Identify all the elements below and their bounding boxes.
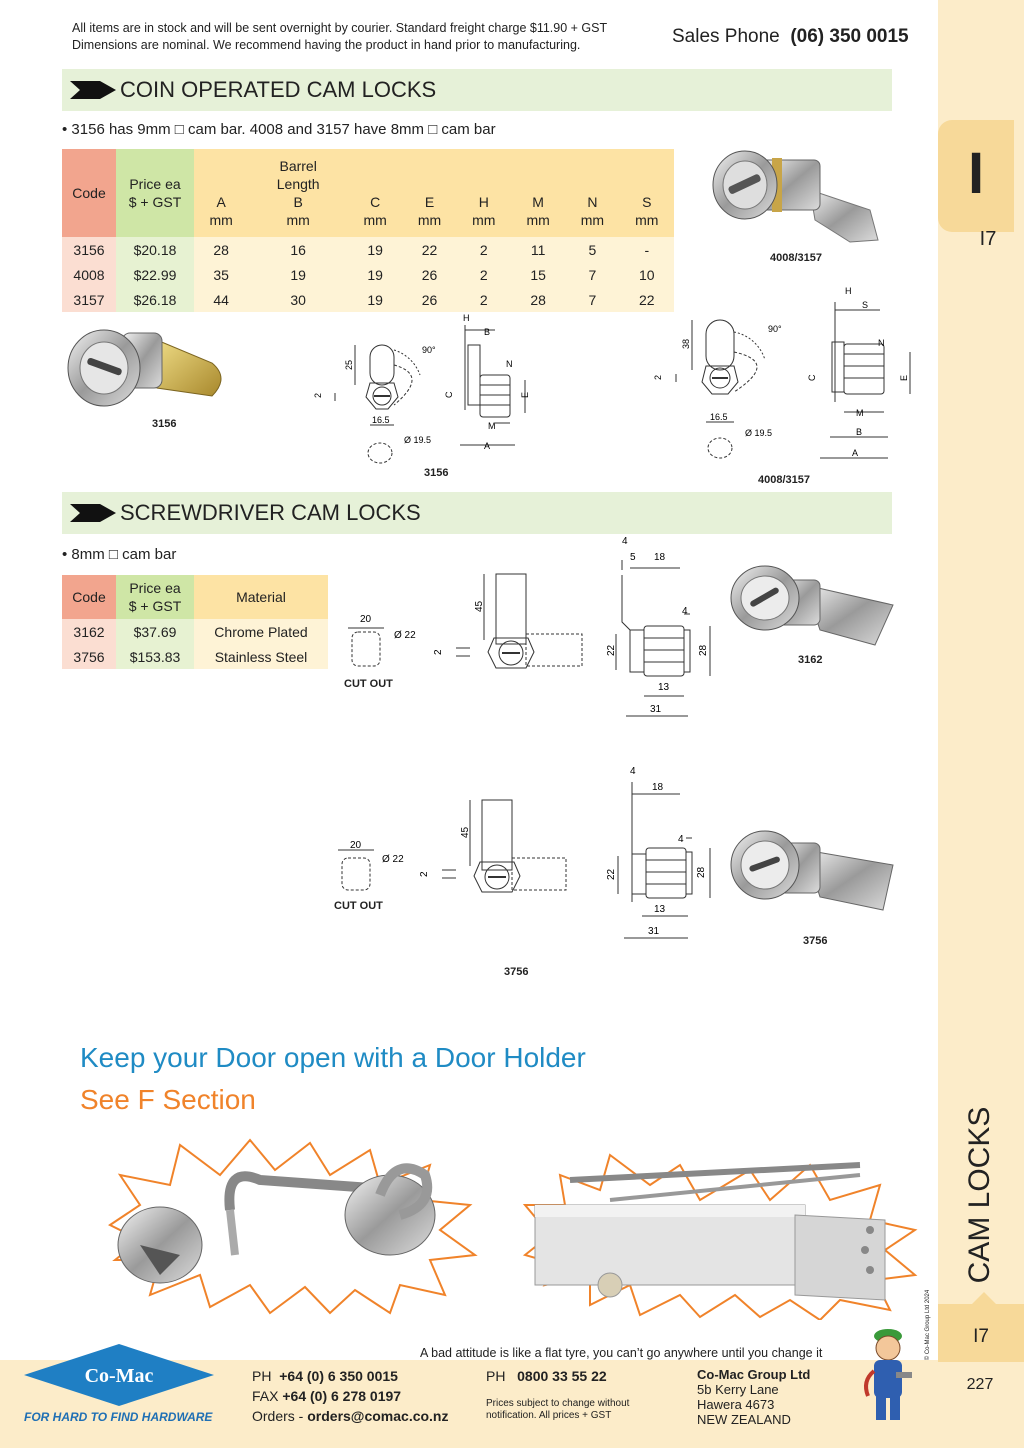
label-38: 38 [681, 338, 691, 349]
label-c: C [807, 374, 817, 381]
screw-section-title: SCREWDRIVER CAM LOCKS [120, 500, 421, 525]
label-31: 31 [650, 704, 662, 715]
sales-phone-number[interactable]: (06) 350 0015 [790, 26, 909, 47]
drawing-3162 [330, 530, 730, 720]
cell-s: 10 [620, 262, 674, 287]
cell-code: 4008 [62, 262, 116, 287]
cell-h: 2 [457, 287, 511, 312]
coin-section-note: • 3156 has 9mm □ cam bar. 4008 and 3157 have 8mm □ cam bar [62, 121, 496, 138]
cell-m: 15 [511, 262, 565, 287]
door-hook-starburst [100, 1135, 480, 1315]
label-13: 13 [658, 682, 670, 693]
sales-phone-label: Sales Phone [672, 26, 780, 47]
col-price: Price ea $ + GST [116, 575, 194, 619]
label-c: C [444, 391, 454, 398]
address-line1: 5b Kerry Lane [697, 1382, 779, 1397]
cell-a: 28 [194, 237, 248, 262]
disclaimer-line1: Prices subject to change without [486, 1398, 630, 1409]
cell-code: 3162 [62, 619, 116, 644]
table-row [62, 619, 328, 644]
disclaimer-line2: notification. All prices + GST [486, 1410, 612, 1421]
cell-h: 2 [457, 237, 511, 262]
drawing-3756 [330, 762, 730, 952]
cell-b: 16 [248, 237, 348, 262]
col-price: Price ea $ + GST [116, 149, 194, 237]
label-22: 22 [606, 644, 617, 656]
screw-section-note: • 8mm □ cam bar [62, 546, 177, 563]
label-31: 31 [648, 926, 660, 937]
label-h: H [463, 313, 470, 323]
logo-text: Co-Mac [84, 1365, 154, 1387]
comac-logo [24, 1342, 214, 1408]
cell-n: 7 [565, 262, 619, 287]
door-closer-starburst [520, 1145, 920, 1320]
page-number: 227 [966, 1376, 994, 1393]
section-tab [938, 120, 1014, 232]
col-e: E mm [402, 149, 456, 237]
table-row [62, 262, 674, 287]
label-4b: 4 [682, 606, 688, 617]
vertical-title [940, 1106, 1020, 1284]
screw-price-table [62, 575, 328, 669]
label-2: 2 [419, 871, 430, 877]
cell-c: 19 [348, 287, 402, 312]
col-code: Code [62, 575, 116, 619]
cell-c: 19 [348, 262, 402, 287]
label-2: 2 [653, 374, 663, 380]
stock-notice-line2: Dimensions are nominal. We recommend having the product in hand prior to manufacturing. [72, 38, 581, 52]
label-18: 18 [654, 552, 666, 563]
label-dia-19-5: Ø 19.5 [745, 428, 773, 438]
table-header-row [62, 575, 328, 619]
caption-cutout-3162: CUT OUT [344, 678, 393, 690]
col-n: N mm [565, 149, 619, 237]
cell-a: 44 [194, 287, 248, 312]
label-5: 5 [630, 552, 636, 563]
promo-headline: Keep your Door open with a Door Holder [80, 1042, 586, 1073]
label-16-5: 16.5 [372, 415, 390, 425]
label-a: A [852, 448, 859, 458]
label-90-deg: 90° [422, 345, 436, 355]
phone-number[interactable]: +64 (0) 6 350 0015 [279, 1368, 398, 1384]
screw-section-banner [62, 492, 892, 534]
coin-section-title: COIN OPERATED CAM LOCKS [120, 77, 437, 102]
cell-code: 3157 [62, 287, 116, 312]
label-16-5: 16.5 [710, 412, 728, 422]
col-c: C mm [348, 149, 402, 237]
label-45: 45 [474, 600, 485, 612]
cell-e: 26 [402, 262, 456, 287]
caption-cutout-3756: CUT OUT [334, 900, 383, 912]
label-m: M [488, 421, 496, 431]
stock-notice-line1: All items are in stock and will be sent overnight by courier. Standard freight charge $11.90 + GST [72, 21, 608, 35]
col-m: M mm [511, 149, 565, 237]
mascot-mechanic-icon [858, 1326, 918, 1426]
orders-email[interactable]: orders@comac.co.nz [307, 1408, 449, 1424]
copyright-text: © Co-Mac Group Ltd 2024 [925, 1289, 931, 1361]
caption-3756-drawing: 3756 [504, 966, 529, 978]
promo-see-section[interactable]: See F Section [80, 1084, 256, 1115]
label-dia-22: Ø 22 [382, 854, 404, 865]
coin-section-banner [62, 69, 892, 111]
tagline: FOR HARD TO FIND HARDWARE [24, 1410, 213, 1424]
cell-s: - [620, 237, 674, 262]
cell-h: 2 [457, 262, 511, 287]
table-row [62, 237, 674, 262]
label-h: H [845, 286, 852, 296]
label-2: 2 [433, 649, 444, 655]
col-material: Material [194, 575, 328, 619]
cell-code: 3756 [62, 644, 116, 669]
coin-price-table [62, 149, 674, 312]
label-28: 28 [696, 866, 707, 878]
cell-code: 3156 [62, 237, 116, 262]
footer-orders: Orders - orders@comac.co.nz [252, 1408, 449, 1424]
arrow-right-icon [70, 81, 116, 99]
caption-3156-photo: 3156 [152, 418, 177, 430]
label-n: N [878, 338, 885, 348]
label-18: 18 [652, 782, 664, 793]
cam-lock-3162-photo [725, 560, 905, 660]
label-b: B [484, 327, 491, 337]
caption-3756-photo: 3756 [803, 935, 828, 947]
col-h: H mm [457, 149, 511, 237]
company-name: Co-Mac Group Ltd [697, 1367, 811, 1382]
address-line2: Hawera 4673 [697, 1397, 775, 1412]
vertical-title-text: CAM LOCKS [963, 1106, 996, 1284]
bottom-tab-code: I7 [973, 1326, 989, 1347]
cell-n: 5 [565, 237, 619, 262]
section-code: I7 [979, 228, 997, 250]
cell-material: Stainless Steel [194, 644, 328, 669]
stock-notice [72, 20, 607, 54]
cam-lock-3156-photo [62, 318, 232, 418]
cell-e: 26 [402, 287, 456, 312]
label-20: 20 [350, 840, 362, 851]
cell-m: 28 [511, 287, 565, 312]
cell-n: 7 [565, 287, 619, 312]
footer-phone: PH +64 (0) 6 350 0015 [252, 1368, 398, 1384]
label-20: 20 [360, 614, 372, 625]
cell-price: $20.18 [116, 237, 194, 262]
drawing-3156 [300, 305, 540, 470]
cell-s: 22 [620, 287, 674, 312]
copyright [918, 1290, 938, 1360]
label-e: E [520, 391, 530, 398]
bottom-tab [938, 1304, 1024, 1362]
cam-lock-3756-photo [725, 825, 905, 925]
col-b: Barrel Length B mm [248, 149, 348, 237]
caption-3156-drawing: 3156 [424, 467, 449, 479]
cam-lock-4008-photo [700, 140, 890, 250]
table-row [62, 644, 328, 669]
cell-price: $37.69 [116, 619, 194, 644]
label-45: 45 [460, 826, 471, 838]
table-header-row [62, 149, 674, 237]
label-a: A [484, 441, 491, 451]
col-code: Code [62, 149, 116, 237]
cell-price: $26.18 [116, 287, 194, 312]
drawing-4008 [640, 282, 920, 467]
footer-freephone: PH 0800 33 55 22 [486, 1368, 607, 1384]
label-25: 25 [344, 359, 354, 370]
caption-3162-photo: 3162 [798, 654, 823, 666]
cell-e: 22 [402, 237, 456, 262]
label-n: N [506, 359, 513, 369]
label-22: 22 [606, 868, 617, 880]
label-s: S [862, 300, 869, 310]
footer-fax: FAX +64 (0) 6 278 0197 [252, 1388, 402, 1404]
sales-phone [672, 26, 909, 48]
label-28: 28 [698, 644, 709, 656]
label-4: 4 [622, 536, 628, 547]
price-disclaimer [486, 1398, 629, 1422]
cell-b: 19 [248, 262, 348, 287]
label-90-deg: 90° [768, 324, 782, 334]
cell-m: 11 [511, 237, 565, 262]
footer-quote: A bad attitude is like a flat tyre, you can’t go anywhere until you change it [420, 1346, 823, 1360]
cell-c: 19 [348, 237, 402, 262]
label-dia-19-5: Ø 19.5 [404, 435, 432, 445]
freephone-number[interactable]: 0800 33 55 22 [517, 1368, 607, 1384]
arrow-right-icon [70, 504, 116, 522]
label-e: E [899, 374, 909, 381]
label-b: B [856, 427, 863, 437]
caption-4008-drawing: 4008/3157 [758, 474, 810, 486]
col-a: A mm [194, 149, 248, 237]
address-line3: NEW ZEALAND [697, 1412, 791, 1427]
col-s: S mm [620, 149, 674, 237]
fax-number: +64 (0) 6 278 0197 [282, 1388, 402, 1404]
cell-b: 30 [248, 287, 348, 312]
label-dia-22: Ø 22 [394, 630, 416, 641]
caption-4008-photo: 4008/3157 [770, 252, 822, 264]
label-13: 13 [654, 904, 666, 915]
label-4: 4 [630, 766, 636, 777]
cell-a: 35 [194, 262, 248, 287]
cell-price: $22.99 [116, 262, 194, 287]
cell-material: Chrome Plated [194, 619, 328, 644]
label-m: M [856, 408, 864, 418]
company-address [697, 1367, 810, 1427]
section-letter: I [968, 141, 985, 206]
cell-price: $153.83 [116, 644, 194, 669]
label-4b: 4 [678, 834, 684, 845]
label-2: 2 [313, 392, 323, 398]
